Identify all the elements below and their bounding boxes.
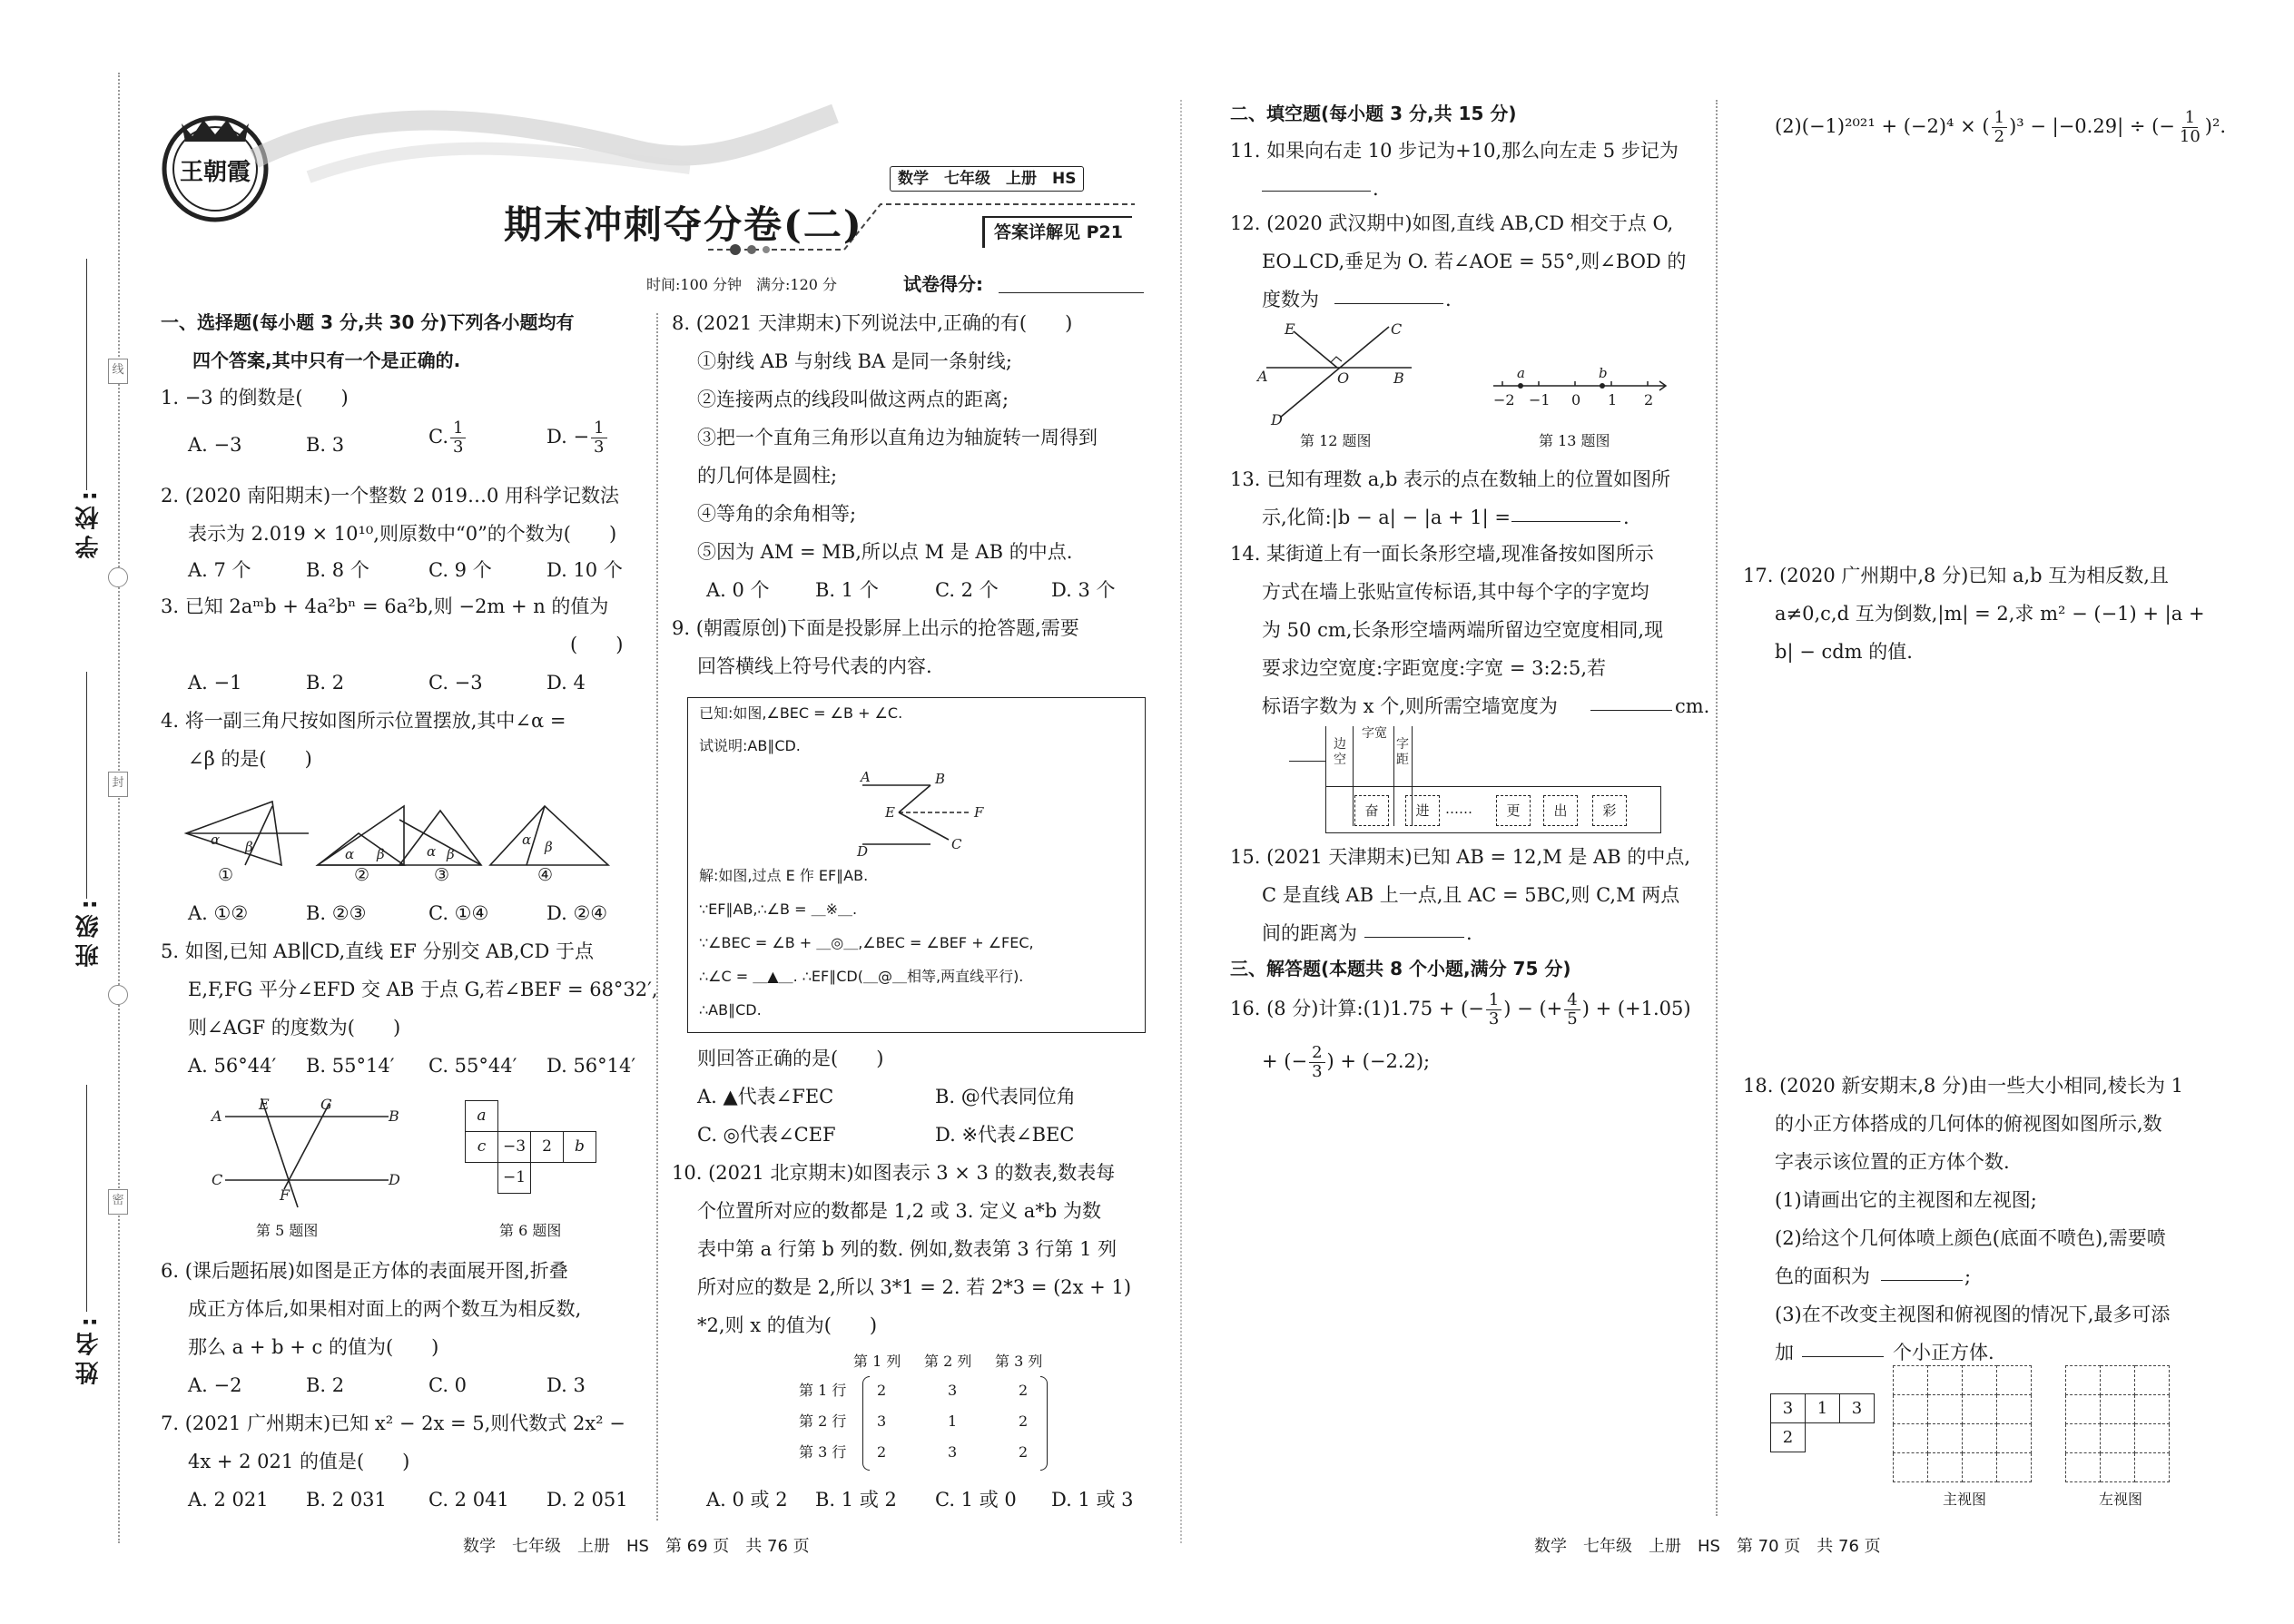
q16-part2-label: (2)(−1)²⁰²¹ + (−2)⁴ × [1775, 114, 1976, 137]
q14-wall-figure [1289, 726, 1652, 835]
q7-stem-cont: 4x + 2 021 的值是( ) [188, 1451, 410, 1472]
fraction-one-third: $\frac{1}{3}$ [450, 419, 466, 457]
answer-reference: 答案详解见 P21 [982, 216, 1132, 248]
q4-stem: 4. 将一副三角尺按如图所示位置摆放,其中∠α = [161, 710, 566, 732]
svg-text:β: β [245, 839, 253, 855]
q3-option-c[interactable]: C. −3 [428, 672, 483, 694]
seal-hole [108, 985, 128, 1005]
q4-fig-label-4: ④ [537, 865, 554, 885]
svg-text:A: A [1257, 368, 1268, 385]
q6-stem-cont2: 那么 a + b + c 的值为( ) [188, 1336, 439, 1358]
q4-option-c[interactable]: C. ①④ [428, 902, 489, 924]
column-divider [1716, 100, 1718, 1516]
q11-period: . [1373, 178, 1379, 200]
q18-left-view-grid[interactable] [2065, 1365, 2170, 1482]
q5-stem-cont2: 则∠AGF 的度数为( ) [188, 1017, 401, 1038]
svg-text:b: b [1599, 365, 1608, 381]
svg-text:C: C [951, 836, 962, 852]
q12-figure [1257, 318, 1421, 427]
svg-text:a: a [1517, 365, 1525, 381]
matrix-right-bracket [1040, 1376, 1048, 1471]
q9-box-step2: ∵EF∥AB,∴∠B = ＿※＿. [699, 901, 858, 918]
q9-box-step5: ∴AB∥CD. [699, 1001, 762, 1019]
q8-statement-4: ④等角的余角相等; [697, 503, 857, 525]
svg-text:α: α [211, 832, 221, 848]
q6-option-d[interactable]: D. 3 [546, 1374, 586, 1396]
q8-statement-5: ⑤因为 AM = MB,所以点 M 是 AB 的中点. [697, 541, 1073, 563]
q1-option-c[interactable] [428, 419, 468, 457]
q18-area-blank[interactable] [1881, 1280, 1963, 1281]
q9-option-b[interactable]: B. @代表同位角 [935, 1086, 1076, 1107]
q8-statement-2: ②连接两点的线段叫做这两点的距离; [697, 389, 1009, 410]
q16-label: 16. (8 分)计算:(1)1.75 + [1230, 997, 1455, 1019]
svg-text:E: E [1285, 320, 1295, 338]
q9-box-step4: ∴∠C = ＿▲＿. ∴EF∥CD(＿@＿相等,两直线平行). [699, 968, 1024, 985]
q7-stem: 7. (2021 广州期末)已知 x² − 2x = 5,则代数式 2x² − [161, 1412, 625, 1434]
q6-cube-net [465, 1100, 596, 1194]
svg-text:E: E [259, 1096, 270, 1113]
q16-stem: 16. (8 分)计算:(1)1.75 + (− $\frac{1}{3}$ ) − (+ $\frac{4}{5}$ ) + (+1.05) [1230, 990, 1691, 1029]
left-view-caption: 左视图 [2099, 1491, 2143, 1508]
matrix-cell: 1 [948, 1412, 958, 1430]
q4-fig-label-1: ① [218, 865, 234, 885]
q17-stem: 17. (2020 广州期中,8 分)已知 a,b 互为相反数,且 [1743, 565, 2169, 586]
q14-unit: cm. [1675, 695, 1710, 717]
column-divider [656, 313, 658, 1521]
net-cell: a [466, 1101, 498, 1132]
logo-text: 王朝霞 [179, 159, 251, 186]
q13-tick: −1 [1529, 391, 1551, 408]
q18-stem: 18. (2020 新安期末,8 分)由一些大小相同,棱长为 1 [1743, 1075, 2183, 1097]
q7-option-a[interactable]: A. 2 021 [188, 1489, 269, 1511]
svg-text:F: F [974, 804, 984, 821]
label-spacing: 字距 [1396, 737, 1409, 767]
label-char-width: 字宽 [1362, 726, 1387, 741]
seal-mark-line: 线 [108, 359, 128, 384]
q9-stem-cont: 回答横线上符号代表的内容. [697, 655, 932, 677]
section1-heading: 一、选择题(每小题 3 分,共 30 分)下列各小题均有 [161, 311, 575, 333]
label-margin: 边空 [1334, 737, 1346, 767]
q18-stem-cont: 的小正方体搭成的几何体的俯视图如图所示,数 [1775, 1113, 2162, 1135]
svg-text:B: B [935, 771, 946, 787]
q18-part1: (1)请画出它的主视图和左视图; [1775, 1189, 2037, 1211]
q18-part3-a: 加 [1775, 1342, 1794, 1363]
top-view-cell: 1 [1806, 1394, 1840, 1423]
svg-text:F: F [280, 1186, 290, 1204]
q3-option-b[interactable]: B. 2 [306, 672, 345, 694]
q2-option-c[interactable]: C. 9 个 [428, 559, 492, 581]
svg-text:B: B [389, 1107, 399, 1125]
q10-stem: 10. (2021 北京期末)如图表示 3 × 3 的数表,数表每 [672, 1162, 1116, 1184]
q13-tick: −2 [1493, 391, 1515, 408]
wall-char: 出 [1543, 795, 1578, 826]
paren-expr: (− $\frac{1}{3}$ ) [1461, 990, 1511, 1029]
fraction-one-third: $\frac{1}{3}$ [1486, 991, 1501, 1029]
q18-part2: (2)给这个几何体喷上颜色(底面不喷色),需要喷 [1775, 1227, 2166, 1249]
q8-option-d[interactable]: D. 3 个 [1051, 579, 1116, 601]
net-cell: c [466, 1132, 498, 1163]
q9-figure [844, 767, 999, 858]
q10-option-d[interactable]: D. 1 或 3 [1051, 1489, 1134, 1511]
q8-option-b[interactable]: B. 1 个 [815, 579, 879, 601]
q9-stem: 9. (朝霞原创)下面是投影屏上出示的抢答题,需要 [672, 617, 1079, 639]
q18-stem-cont2: 字表示该位置的正方体个数. [1775, 1151, 2010, 1173]
matrix-cell: 2 [1019, 1443, 1029, 1461]
q8-stem: 8. (2021 天津期末)下列说法中,正确的有( ) [672, 312, 1073, 334]
svg-text:A: A [861, 769, 871, 785]
q5-caption: 第 5 题图 [256, 1222, 319, 1239]
q13-answer-blank[interactable] [1511, 521, 1620, 522]
q13-period: . [1623, 507, 1629, 528]
q3-stem: 3. 已知 2aᵐb + 4a²bⁿ = 6a²b,则 −2m + n 的值为 [161, 595, 609, 617]
subject-tag: 数学 七年级 上册 HS [890, 166, 1084, 192]
q16-stem-cont: + (− $\frac{2}{3}$ ) + (−2.2); [1262, 1043, 1431, 1081]
svg-text:α: α [522, 832, 532, 848]
paren-expr: (+ $\frac{4}{5}$ ) [1539, 990, 1590, 1029]
time-info: 时间:100 分钟 满分:120 分 [646, 276, 838, 293]
wall-char: 更 [1496, 795, 1531, 826]
fraction-two-thirds: $\frac{2}{3}$ [1309, 1044, 1324, 1081]
net-cell: b [564, 1132, 596, 1163]
net-cell: 2 [531, 1132, 564, 1163]
svg-text:D: D [1271, 411, 1283, 428]
q16-part2: (2)(−1)²⁰²¹ + (−2)⁴ × ( $\frac{1}{2}$ )³ − |−0.29| ÷ (− $\frac{1}{10}$ )². [1775, 108, 2227, 146]
q4-fig-label-3: ③ [434, 865, 450, 885]
fraction-four-fifths: $\frac{4}{5}$ [1564, 991, 1580, 1029]
seal-mark-secret: 密 [108, 1189, 128, 1215]
q12-stem: 12. (2020 武汉期中)如图,直线 AB,CD 相交于点 O, [1230, 212, 1674, 234]
q5-option-a[interactable]: A. 56°44′ [188, 1055, 277, 1077]
col-header: 第 1 列 [853, 1353, 901, 1370]
q11-answer-blank[interactable] [1262, 191, 1371, 192]
school-label: 学校: [75, 486, 103, 559]
q5-stem: 5. 如图,已知 AB∥CD,直线 EF 分别交 AB,CD 于点 [161, 940, 594, 962]
matrix-cell: 2 [877, 1443, 887, 1461]
q18-top-view [1770, 1393, 1875, 1452]
q12-stem-cont: EO⊥CD,垂足为 O. 若∠AOE = 55°,则∠BOD 的 [1262, 251, 1687, 272]
q4-option-d[interactable]: D. ②④ [546, 902, 608, 924]
q1-option-c-label: C. [428, 425, 448, 448]
q6-stem-cont: 成正方体后,如果相对面上的两个数互为相反数, [188, 1298, 582, 1320]
q14-stem-cont2: 为 50 cm,长条形空墙两端所留边空宽度相同,现 [1262, 619, 1664, 641]
q1-option-d[interactable] [546, 419, 609, 457]
name-field-line[interactable] [86, 1085, 87, 1312]
row-header: 第 2 行 [799, 1412, 847, 1430]
col-header: 第 2 列 [924, 1353, 972, 1370]
school-field-line[interactable] [86, 259, 87, 490]
q18-part3: (3)在不改变主视图和俯视图的情况下,最多可添 [1775, 1304, 2171, 1325]
q2-option-b[interactable]: B. 8 个 [306, 559, 369, 581]
section1-heading-cont: 四个答案,其中只有一个是正确的. [192, 349, 461, 371]
top-view-cell: 3 [1771, 1394, 1806, 1423]
net-cell: −3 [498, 1132, 531, 1163]
svg-text:B: B [1393, 369, 1404, 387]
q15-stem: 15. (2021 天津期末)已知 AB = 12,M 是 AB 的中点, [1230, 846, 1690, 868]
q17-stem-cont: a≠0,c,d 互为倒数,|m| = 2,求 m² − (−1) + |a + [1775, 603, 2205, 625]
footer-right: 数学 七年级 上册 HS 第 70 页 共 76 页 [1534, 1537, 1881, 1556]
q2-option-a[interactable]: A. 7 个 [188, 559, 251, 581]
matrix-cell: 2 [1019, 1412, 1029, 1430]
fraction-one-tenth: $\frac{1}{10}$ [2179, 108, 2200, 146]
q6-option-a[interactable]: A. −2 [188, 1374, 242, 1396]
q3-paren: ( ) [570, 634, 624, 655]
class-field-line[interactable] [86, 672, 87, 899]
q9-option-c[interactable]: C. ◎代表∠CEF [697, 1124, 836, 1146]
matrix-cell: 3 [877, 1412, 887, 1430]
q14-stem-cont3: 要求边空宽度:字距宽度:字宽 = 3:2:5,若 [1262, 657, 1607, 679]
q13-tick: 2 [1644, 391, 1654, 408]
q10-stem-cont3: 所对应的数是 2,所以 3*1 = 2. 若 2*3 = (2x + 1) [697, 1276, 1132, 1298]
q12-caption: 第 12 题图 [1300, 432, 1372, 449]
svg-text:D: D [389, 1171, 400, 1188]
q5-stem-cont: E,F,FG 平分∠EFD 交 AB 于点 G,若∠BEF = 68°32′, [188, 979, 658, 1000]
footer-left: 数学 七年级 上册 HS 第 69 页 共 76 页 [463, 1537, 810, 1556]
q4-fig-label-2: ② [354, 865, 370, 885]
q6-option-b[interactable]: B. 2 [306, 1374, 345, 1396]
matrix-cell: 3 [948, 1443, 958, 1461]
fraction-one-half: $\frac{1}{2}$ [1992, 109, 2007, 146]
q18-semicolon: ; [1964, 1265, 1972, 1287]
wall-char: 进 [1405, 795, 1440, 826]
score-field[interactable] [999, 292, 1144, 293]
wall-char: 彩 [1592, 795, 1627, 826]
row-header: 第 1 行 [799, 1382, 847, 1399]
center-divider [1180, 100, 1182, 1543]
q18-part3-b: 个小正方体. [1893, 1342, 1994, 1363]
q12-answer-blank[interactable] [1334, 303, 1443, 304]
q5-parallel-lines-figure [207, 1089, 398, 1216]
q8-option-a[interactable]: A. 0 个 [706, 579, 770, 601]
svg-text:A: A [212, 1107, 222, 1125]
page-title: 期末冲刺夺分卷(二) [504, 202, 863, 247]
q4-option-b[interactable]: B. ②③ [306, 902, 367, 924]
svg-text:α: α [345, 846, 355, 862]
q10-stem-cont: 个位置所对应的数都是 1,2 或 3. 定义 a*b 为数 [697, 1200, 1101, 1222]
svg-text:C: C [212, 1171, 223, 1188]
svg-text:β: β [545, 839, 553, 855]
q17-answer-area[interactable] [1775, 681, 2229, 1062]
q14-stem-cont: 方式在墙上张贴宣传标语,其中每个字的字宽均 [1262, 581, 1649, 603]
q14-answer-blank[interactable] [1590, 710, 1672, 711]
class-label: 班级: [75, 894, 103, 968]
q7-option-b[interactable]: B. 2 031 [306, 1489, 387, 1511]
q1-option-a[interactable]: A. −3 [188, 434, 242, 456]
net-cell: −1 [498, 1163, 531, 1194]
q17-stem-cont2: b| − cdm 的值. [1775, 641, 1913, 663]
q9-question: 则回答正确的是( ) [697, 1048, 884, 1069]
wall-char: 奋 [1354, 795, 1389, 826]
q2-stem-cont: 表示为 2.019 × 10¹⁰,则原数中“0”的个数为( ) [188, 523, 617, 545]
matrix-left-bracket [862, 1376, 870, 1471]
binding-dotted-line [118, 73, 120, 1543]
q6-caption: 第 6 题图 [499, 1222, 562, 1239]
seal-hole [108, 567, 128, 587]
q9-box-prove: 试说明:AB∥CD. [699, 737, 801, 754]
q13-tick: 1 [1608, 391, 1618, 408]
q10-stem-cont2: 表中第 a 行第 b 列的数. 例如,数表第 3 行第 1 列 [697, 1238, 1117, 1260]
section2-heading: 二、填空题(每小题 3 分,共 15 分) [1230, 103, 1517, 124]
front-view-caption: 主视图 [1943, 1491, 1987, 1508]
q4-stem-cont: ∠β 的是( ) [188, 748, 312, 770]
q10-option-c[interactable]: C. 1 或 0 [935, 1489, 1017, 1511]
q2-option-d[interactable]: D. 10 个 [546, 559, 623, 581]
seal-mark-seal: 封 [108, 772, 128, 797]
q1-option-b[interactable]: B. 3 [306, 434, 345, 456]
q4-option-a[interactable]: A. ①② [188, 902, 249, 924]
q3-option-d[interactable]: D. 4 [546, 672, 586, 694]
q18-part2-cont: 色的面积为 [1775, 1265, 1870, 1287]
q9-box-step1: 解:如图,过点 E 作 EF∥AB. [699, 867, 869, 884]
q10-option-a[interactable]: A. 0 或 2 [706, 1489, 788, 1511]
q4-triangle-figures [182, 779, 626, 870]
matrix-cell: 2 [1019, 1382, 1029, 1399]
q18-front-view-grid[interactable] [1893, 1365, 2032, 1482]
q18-cubes-blank[interactable] [1802, 1356, 1884, 1357]
q1-stem: 1. −3 的倒数是( ) [161, 387, 349, 408]
svg-text:O: O [1337, 369, 1350, 387]
q8-statement-3-cont: 的几何体是圆柱; [697, 465, 838, 487]
svg-text:E: E [885, 804, 895, 821]
q7-option-c[interactable]: C. 2 041 [428, 1489, 509, 1511]
q7-option-d[interactable]: D. 2 051 [546, 1489, 628, 1511]
q12-stem-cont2: 度数为 [1262, 289, 1319, 310]
q10-stem-cont4: *2,则 x 的值为( ) [697, 1314, 878, 1336]
paren-expr: (− $\frac{2}{3}$ ) [1284, 1043, 1334, 1081]
svg-text:C: C [1391, 320, 1403, 338]
matrix-cell: 3 [948, 1382, 958, 1399]
q6-stem: 6. (课后题拓展)如图是正方体的表面展开图,折叠 [161, 1260, 568, 1282]
q2-stem: 2. (2020 南阳期末)一个整数 2 019…0 用科学记数法 [161, 485, 620, 507]
q12-period: . [1445, 289, 1452, 310]
q10-option-b[interactable]: B. 1 或 2 [815, 1489, 897, 1511]
q15-stem-cont: C 是直线 AB 上一点,且 AC = 5BC,则 C,M 两点 [1262, 884, 1680, 906]
q13-stem: 13. 已知有理数 a,b 表示的点在数轴上的位置如图所 [1230, 468, 1671, 490]
svg-text:D: D [857, 843, 869, 860]
q13-caption: 第 13 题图 [1539, 432, 1610, 449]
q5-option-c[interactable]: C. 55°44′ [428, 1055, 517, 1077]
q9-box-given: 已知:如图,∠BEC = ∠B + ∠C. [699, 704, 903, 722]
q8-option-c[interactable]: C. 2 个 [935, 579, 999, 601]
svg-text:G: G [320, 1096, 332, 1113]
q8-statement-3: ③把一个直角三角形以直角边为轴旋转一周得到 [697, 427, 1098, 448]
top-view-cell: 3 [1840, 1394, 1875, 1423]
fraction-one-third: $\frac{1}{3}$ [591, 419, 606, 457]
q15-period: . [1466, 922, 1472, 944]
q15-answer-blank[interactable] [1364, 937, 1464, 938]
score-label: 试卷得分: [903, 273, 983, 295]
svg-text:β: β [377, 846, 385, 862]
name-label: 姓名: [75, 1312, 103, 1385]
q9-option-a[interactable]: A. ▲代表∠FEC [697, 1086, 834, 1107]
q5-option-b[interactable]: B. 55°14′ [306, 1055, 395, 1077]
q13-stem-cont: 示,化简:|b − a| − |a + 1| = [1262, 507, 1511, 528]
q11-stem: 11. 如果向右走 10 步记为+10,那么向左走 5 步记为 [1230, 140, 1679, 162]
q16-part2-answer-area[interactable] [1775, 163, 2229, 554]
section3-heading: 三、解答题(本题共 8 个小题,满分 75 分) [1230, 958, 1571, 979]
wall-ellipsis: …… [1445, 801, 1472, 817]
svg-text:α: α [427, 843, 437, 860]
q15-stem-cont2: 间的距离为 [1262, 922, 1357, 944]
q6-option-c[interactable]: C. 0 [428, 1374, 468, 1396]
col-header: 第 3 列 [995, 1353, 1043, 1370]
q13-tick: 0 [1571, 391, 1581, 408]
q14-stem: 14. 某街道上有一面长条形空墙,现准备按如图所示 [1230, 543, 1654, 565]
q5-option-d[interactable]: D. 56°14′ [546, 1055, 636, 1077]
top-view-cell: 2 [1771, 1423, 1806, 1452]
q3-option-a[interactable]: A. −1 [188, 672, 242, 694]
q1-option-d-label: D. − [546, 425, 590, 448]
q16-answer-area[interactable] [1230, 1089, 1702, 1507]
matrix-cell: 2 [877, 1382, 887, 1399]
svg-text:β: β [447, 846, 455, 862]
q9-option-d[interactable]: D. ※代表∠BEC [935, 1124, 1075, 1146]
q9-box-step3: ∵∠BEC = ∠B + ＿◎＿,∠BEC = ∠BEF + ∠FEC, [699, 934, 1034, 951]
row-header: 第 3 行 [799, 1443, 847, 1461]
q8-statement-1: ①射线 AB 与射线 BA 是同一条射线; [697, 350, 1012, 372]
q14-stem-cont4: 标语字数为 x 个,则所需空墙宽度为 [1262, 695, 1558, 717]
